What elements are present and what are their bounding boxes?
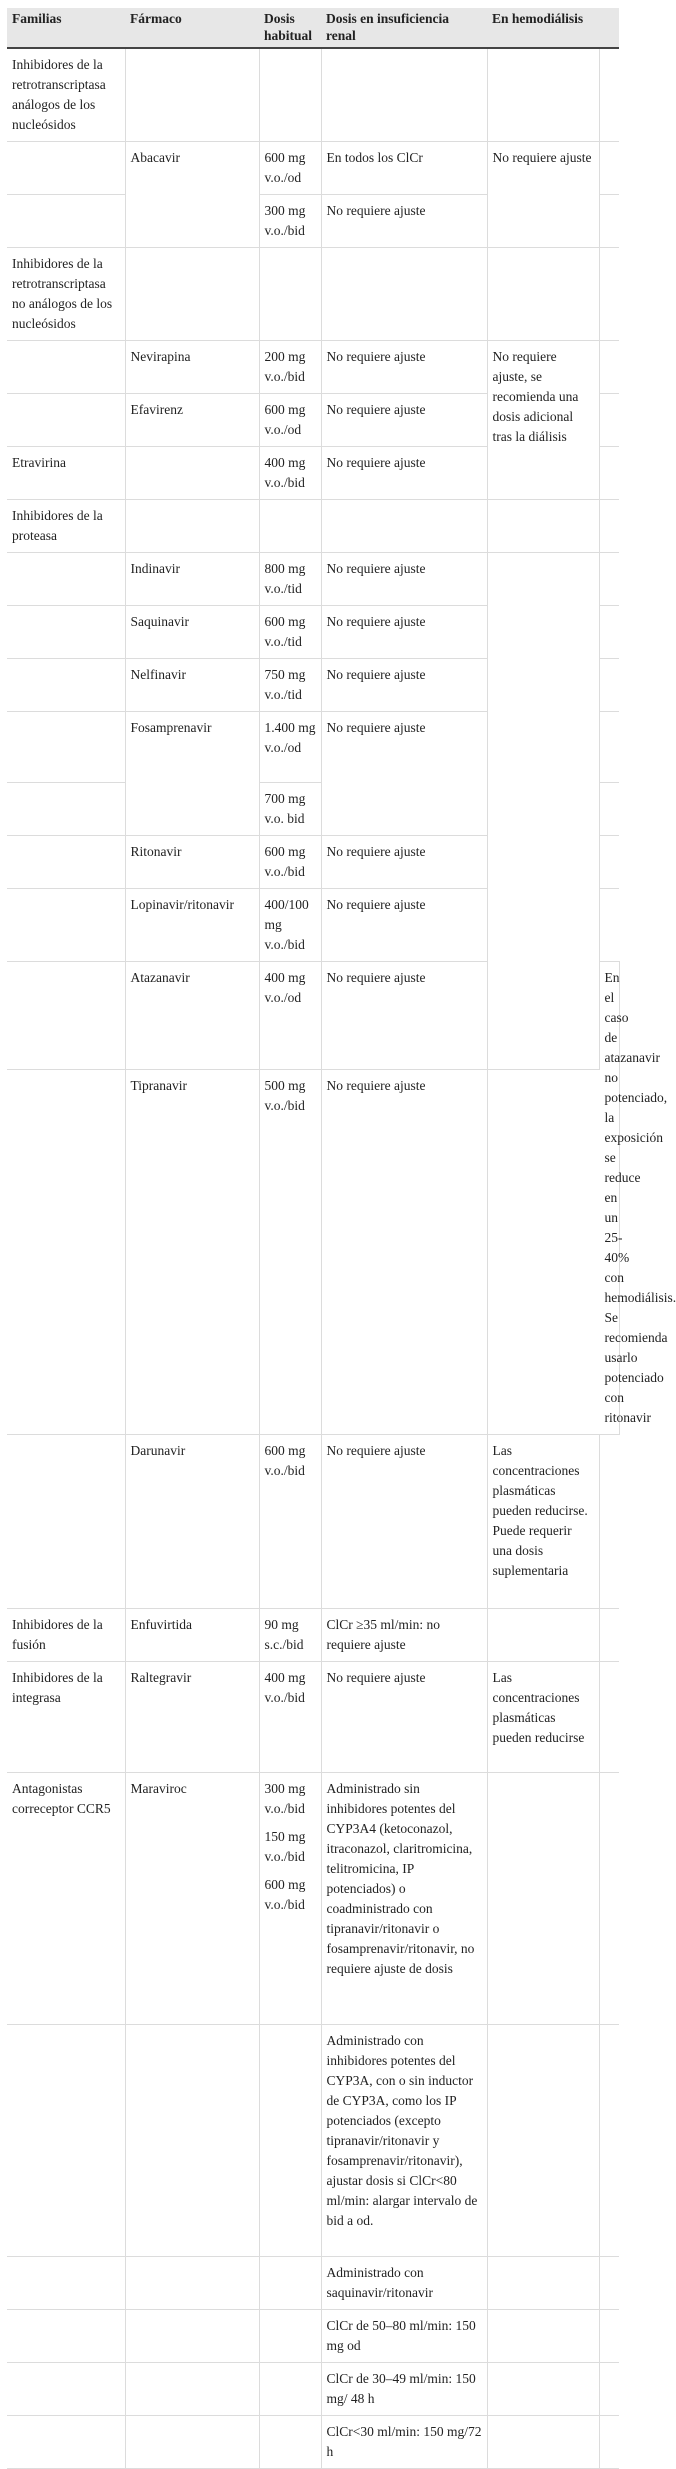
drug-cell: Fosamprenavir — [125, 712, 259, 836]
drug-cell: Atazanavir — [125, 962, 259, 1070]
dose-line: 300 mg v.o./bid — [264, 1781, 306, 1816]
header-empty — [599, 8, 619, 48]
drug-cell: Efavirenz — [125, 394, 259, 447]
header-row — [7, 8, 619, 48]
table-row — [7, 1662, 619, 1773]
family-cell: Antagonistas correceptor CCR5 — [7, 1773, 125, 2025]
renal-cell: ClCr<30 ml/min: 150 mg/72 h — [321, 2416, 487, 2469]
table-row — [7, 500, 619, 553]
hemodialysis-cell: Las concentraciones plasmáticas pueden reducirse. Puede requerir una dosis suplementaria — [487, 1435, 599, 1609]
renal-cell: Administrado sin inhibidores potentes del CYP3A4 (ketoconazol, itraconazol, claritromicina, telitromicina, IP potenciados) o coadministrado con tipranavir/ritonavir o fosamprenavir/ritonavir, no requiere ajuste de dosis — [321, 1773, 487, 2025]
dose-cell: 400 mg v.o./bid — [259, 1662, 321, 1773]
family-cell: Inhibidores de la retrotranscriptasa análogos de los nucleósidos — [7, 48, 125, 142]
dose-cell: 600 mg v.o./tid — [259, 606, 321, 659]
renal-cell: No requiere ajuste — [321, 1662, 487, 1773]
dose-cell: 600 mg v.o./bid — [259, 836, 321, 889]
drug-cell: Darunavir — [125, 1435, 259, 1609]
table-row — [7, 48, 619, 142]
dose-cell: 600 mg v.o./od — [259, 394, 321, 447]
header-familias: Familias — [7, 8, 125, 48]
dose-cell: 500 mg v.o./bid — [259, 1070, 321, 1435]
table-row — [7, 2310, 619, 2363]
renal-cell: No requiere ajuste — [321, 447, 487, 500]
drug-cell: Lopinavir/ritonavir — [125, 889, 259, 962]
dose-cell: 700 mg v.o. bid — [259, 783, 321, 836]
renal-cell: No requiere ajuste — [321, 712, 487, 836]
table-row — [7, 1609, 619, 1662]
table-row — [7, 2363, 619, 2416]
drug-cell: Maraviroc — [125, 1773, 259, 2025]
renal-cell: No requiere ajuste — [321, 1070, 487, 1435]
family-cell: Etravirina — [7, 447, 125, 500]
drug-cell: Nevirapina — [125, 341, 259, 394]
table-row — [7, 341, 619, 394]
drug-cell: Abacavir — [125, 142, 259, 248]
dose-cell: 1.400 mg v.o./od — [259, 712, 321, 783]
renal-cell: No requiere ajuste — [321, 1435, 487, 1609]
renal-cell: En todos los ClCr — [321, 142, 487, 195]
renal-cell: Administrado con saquinavir/ritonavir — [321, 2257, 487, 2310]
family-cell: Inhibidores de la fusión — [7, 1609, 125, 1662]
dose-line: 150 mg v.o./bid — [264, 1829, 306, 1864]
hemodialysis-cell: En el caso de atazanavir no potenciado, la exposición se reduce en un 25-40% con hemodiálisis. Se recomienda usarlo potenciado con ritonavir — [599, 962, 619, 1435]
header-hemodialisis: En hemodiálisis — [487, 8, 599, 48]
table-row — [7, 1773, 619, 2025]
hemodialysis-cell: No requiere ajuste — [487, 142, 599, 248]
drug-cell: Enfuvirtida — [125, 1609, 259, 1662]
renal-cell: No requiere ajuste — [321, 553, 487, 606]
family-cell: Inhibidores de la integrasa — [7, 1662, 125, 1773]
table-row — [7, 2257, 619, 2310]
renal-cell: Administrado con inhibidores potentes del CYP3A, con o sin inductor de CYP3A, como los IP potenciados (excepto tipranavir/ritonavir y fosamprenavir/ritonavir), ajustar dosis si ClCr<80 ml/min: alargar intervalo de bid a od. — [321, 2025, 487, 2257]
renal-cell: ClCr de 30–49 ml/min: 150 mg/ 48 h — [321, 2363, 487, 2416]
dose-cell: 400 mg v.o./bid — [259, 447, 321, 500]
dose-cell: 90 mg s.c./bid — [259, 1609, 321, 1662]
renal-cell: ClCr ≥35 ml/min: no requiere ajuste — [321, 1609, 487, 1662]
renal-cell: ClCr de 50–80 ml/min: 150 mg od — [321, 2310, 487, 2363]
dose-cell: 600 mg v.o./od — [259, 142, 321, 195]
drug-cell: Ritonavir — [125, 836, 259, 889]
table-row — [7, 142, 619, 195]
dose-cell: 200 mg v.o./bid — [259, 341, 321, 394]
table-row — [7, 2025, 619, 2257]
table-row — [7, 1070, 619, 1435]
table-row — [7, 553, 619, 606]
renal-cell: No requiere ajuste — [321, 606, 487, 659]
header-farmaco: Fármaco — [125, 8, 259, 48]
drug-cell: Nelfinavir — [125, 659, 259, 712]
renal-cell: No requiere ajuste — [321, 962, 487, 1070]
dose-cell: 400/100 mg v.o./bid — [259, 889, 321, 962]
header-dosis-habitual: Dosis habitual — [259, 8, 321, 48]
table-row — [7, 2416, 619, 2469]
dosing-table — [7, 8, 676, 2469]
dose-cell: 400 mg v.o./od — [259, 962, 321, 1070]
renal-cell: No requiere ajuste — [321, 394, 487, 447]
hemodialysis-cell: Las concentraciones plasmáticas pueden reducirse — [487, 1662, 599, 1773]
hemodialysis-cell: No requiere ajuste, se recomienda una dosis adicional tras la diálisis — [487, 341, 599, 500]
dose-cell: 600 mg v.o./bid — [259, 1435, 321, 1609]
dose-cell: 300 mg v.o./bid — [259, 195, 321, 248]
drug-cell: Indinavir — [125, 553, 259, 606]
renal-cell: No requiere ajuste — [321, 659, 487, 712]
family-cell: Inhibidores de la retrotranscriptasa no análogos de los nucleósidos — [7, 248, 125, 341]
renal-cell: No requiere ajuste — [321, 889, 487, 962]
dose-cell: 800 mg v.o./tid — [259, 553, 321, 606]
header-dosis-renal: Dosis en insuficiencia renal — [321, 8, 487, 48]
table-row — [7, 1435, 619, 1609]
drug-cell: Raltegravir — [125, 1662, 259, 1773]
family-cell: Inhibidores de la proteasa — [7, 500, 125, 553]
renal-cell: No requiere ajuste — [321, 836, 487, 889]
drug-cell: Saquinavir — [125, 606, 259, 659]
dose-cell: 750 mg v.o./tid — [259, 659, 321, 712]
dose-line: 600 mg v.o./bid — [264, 1877, 306, 1912]
renal-cell: No requiere ajuste — [321, 341, 487, 394]
table-row — [7, 248, 619, 341]
dose-cell — [259, 1773, 321, 2025]
renal-cell: No requiere ajuste — [321, 195, 487, 248]
drug-cell: Tipranavir — [125, 1070, 259, 1435]
